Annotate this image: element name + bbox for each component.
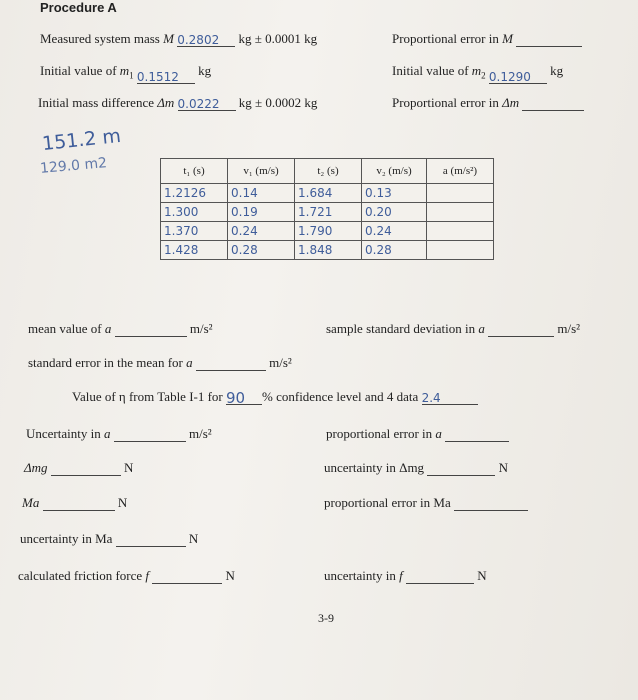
prop-err-a-field[interactable] xyxy=(445,428,509,442)
table-row xyxy=(161,184,494,203)
cell[interactable]: 1.300 xyxy=(161,203,228,222)
table-row xyxy=(161,241,494,260)
m2-row: Initial value of $m_2$ 0.1290 kg xyxy=(392,63,564,84)
mean-a-field[interactable] xyxy=(115,323,187,337)
prop-err-a-row: proportional error in a xyxy=(326,426,509,442)
confidence-field[interactable]: 90 xyxy=(226,391,262,405)
section-heading: Procedure A xyxy=(40,0,117,15)
cell[interactable]: 1.848 xyxy=(295,241,362,260)
dmg-field[interactable] xyxy=(51,462,121,476)
cell[interactable]: 1.428 xyxy=(161,241,228,260)
m1-row: Initial value of $m_1$ 0.1512 kg xyxy=(40,63,212,84)
cell[interactable]: 1.684 xyxy=(295,184,362,203)
header-t1: t₁ (s) xyxy=(161,159,228,184)
cell[interactable]: 1.721 xyxy=(295,203,362,222)
cell[interactable] xyxy=(427,241,494,260)
prop-err-ma-field[interactable] xyxy=(454,497,528,511)
data-table xyxy=(160,158,494,260)
m1-field[interactable]: 0.1512 xyxy=(137,70,195,84)
prop-error-M-field[interactable] xyxy=(516,33,582,47)
table-header-row xyxy=(161,159,494,184)
margin-note-m2: 129.0 m2 xyxy=(39,155,108,177)
unc-a-row: Uncertainty in a m/s² xyxy=(26,426,212,441)
dm-row: Initial mass difference Δm 0.0222 kg ± 0.0002 kg xyxy=(38,95,318,111)
system-mass-field[interactable]: 0.2802 xyxy=(177,33,235,47)
cell[interactable]: 0.19 xyxy=(228,203,295,222)
table-row xyxy=(161,222,494,241)
unc-dmg-row: uncertainty in Δmg N xyxy=(324,460,508,475)
prop-err-ma-row: proportional error in Ma xyxy=(324,495,528,511)
ma-row: Ma N xyxy=(22,495,128,510)
dm-field[interactable]: 0.0222 xyxy=(178,97,236,111)
prop-error-dm-field[interactable] xyxy=(522,97,584,111)
cell[interactable]: 1.790 xyxy=(295,222,362,241)
cell[interactable]: 0.20 xyxy=(362,203,427,222)
margin-note-m1: 151.2 m xyxy=(41,124,122,156)
cell[interactable]: 0.28 xyxy=(362,241,427,260)
system-mass-row: Measured system mass M 0.2802 kg ± 0.0001 kg xyxy=(40,31,318,47)
cell[interactable]: 0.13 xyxy=(362,184,427,203)
sd-a-field[interactable] xyxy=(488,323,554,337)
cell[interactable]: 0.14 xyxy=(228,184,295,203)
page-number: 3-9 xyxy=(318,611,334,625)
cell[interactable] xyxy=(427,222,494,241)
header-v1: v₁ (m/s) xyxy=(228,159,295,184)
cell[interactable]: 1.2126 xyxy=(161,184,228,203)
cell[interactable]: 0.24 xyxy=(228,222,295,241)
unc-ma-field[interactable] xyxy=(116,533,186,547)
m2-field[interactable]: 0.1290 xyxy=(489,70,547,84)
mean-a-row: mean value of a m/s² xyxy=(28,321,213,336)
prop-error-dm-row: Proportional error in Δm xyxy=(392,95,584,111)
se-a-field[interactable] xyxy=(196,357,266,371)
cell[interactable]: 0.24 xyxy=(362,222,427,241)
unc-ma-row: uncertainty in Ma N xyxy=(20,531,199,546)
header-v2: v₂ (m/s) xyxy=(362,159,427,184)
cell[interactable]: 1.370 xyxy=(161,222,228,241)
cell[interactable] xyxy=(427,184,494,203)
prop-error-M-row: Proportional error in M xyxy=(392,31,582,47)
sd-a-row: sample standard deviation in a m/s² xyxy=(326,321,581,336)
unc-f-row: uncertainty in f N xyxy=(324,568,487,583)
eta-field[interactable]: 2.4 xyxy=(422,391,478,405)
unc-dmg-field[interactable] xyxy=(427,462,495,476)
header-t2: t₂ (s) xyxy=(295,159,362,184)
eta-row: Value of η from Table I-1 for 90 % confidence level and 4 data 2.4 xyxy=(72,389,478,405)
unc-f-field[interactable] xyxy=(406,570,474,584)
friction-field[interactable] xyxy=(152,570,222,584)
cell[interactable]: 0.28 xyxy=(228,241,295,260)
dmg-row: Δmg N xyxy=(24,460,134,475)
table-row xyxy=(161,203,494,222)
ma-field[interactable] xyxy=(43,497,115,511)
friction-row: calculated friction force f N xyxy=(18,568,235,583)
unc-a-field[interactable] xyxy=(114,428,186,442)
se-a-row: standard error in the mean for a m/s² xyxy=(28,355,292,370)
cell[interactable] xyxy=(427,203,494,222)
header-a: a (m/s²) xyxy=(427,159,494,184)
